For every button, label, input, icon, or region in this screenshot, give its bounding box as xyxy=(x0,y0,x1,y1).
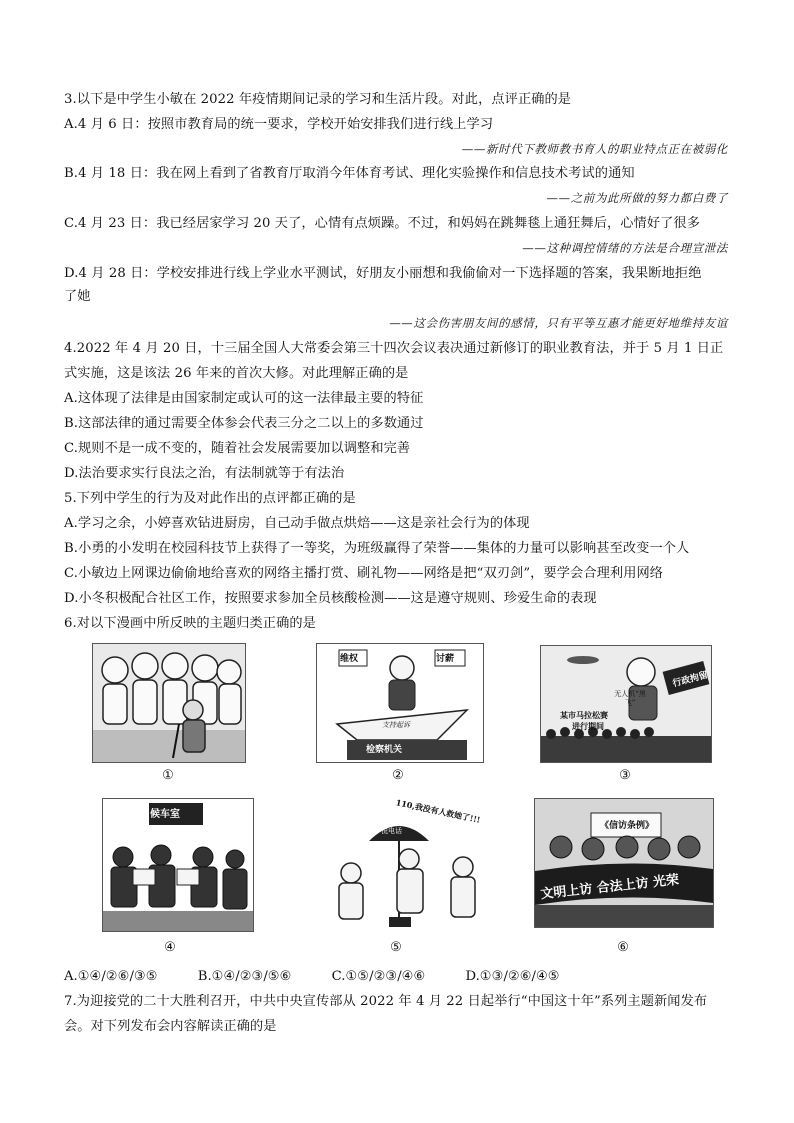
q3-option-a: A.4 月 6 日：按照市教育局的统一要求，学校开始安排我们进行线上学习 xyxy=(64,117,494,132)
q5-option-b: B.小勇的小发明在校园科技节上获得了一等奖，为班级赢得了荣誉——集体的力量可以影响甚至改变一个人 xyxy=(64,541,690,556)
cartoon-3-label: ③ xyxy=(619,768,631,783)
q3-option-a-comment: ——新时代下教师教书育人的职业特点正在被弱化 xyxy=(461,142,728,156)
q5-option-a: A.学习之余，小婷喜欢钻进厨房，自己动手做点烘焙——这是亲社会行为的体现 xyxy=(64,516,530,531)
cartoon-1-label: ① xyxy=(162,768,174,783)
cartoon-4-label: ④ xyxy=(164,940,176,955)
q5-option-d: D.小冬积极配合社区工作，按照要求参加全员核酸检测——这是遵守规则、珍爱生命的表现 xyxy=(64,591,597,606)
q7-stem-line1: 7.为迎接党的二十大胜利召开，中共中央宣传部从 2022 年 4 月 22 日起举行“中国这十年”系列主题新闻发布 xyxy=(64,994,708,1009)
q6-options xyxy=(64,968,734,986)
cartoon-2-label: ② xyxy=(392,768,404,783)
q4-option-d: D.法治要求实行良法之治，有法制就等于有法治 xyxy=(64,466,345,481)
q6-option-d: D.①③/②⑥/④⑤ xyxy=(465,969,560,984)
q4-option-b: B.这部法律的通过需要全体参会代表三分之二以上的多数通过 xyxy=(64,416,424,431)
cartoon-3-event-line1: 某市马拉松赛 xyxy=(560,710,608,720)
q6-stem: 6.对以下漫画中所反映的主题归类正确的是 xyxy=(64,616,316,631)
cartoon-3-sign: 行政拘留 xyxy=(671,670,710,690)
cartoon-5-umbrella-label: 小悦电话 xyxy=(374,827,402,835)
q5-stem: 5.下列中学生的行为及对此作出的点评都正确的是 xyxy=(64,491,356,506)
q3-stem: 3.以下是中学生小敏在 2022 年疫情期间记录的学习和生活片段。对此，点评正确的是 xyxy=(64,92,572,107)
cartoon-3-event-line2: 进行期间 xyxy=(572,721,604,731)
cartoon-1-drawing xyxy=(93,644,245,762)
cartoon-4-sign: 候车室 xyxy=(150,809,180,820)
q3-option-b-comment: ——之前为此所做的努力都白费了 xyxy=(546,191,728,205)
cartoon-2-sign-wages: 讨薪 xyxy=(436,654,455,664)
cartoon-1 xyxy=(92,643,246,763)
q5-option-c: C.小敏边上网课边偷偷地给喜欢的网络主播打赏、刷礼物——网络是把“双刃剑”，要学会合理利用网络 xyxy=(64,566,664,581)
q4-stem-line2: 式实施，这是该法 26 年来的首次大修。对此理解正确的是 xyxy=(64,366,409,381)
q6-option-b: B.①④/②③/⑤⑥ xyxy=(197,969,292,984)
cartoon-6-banner: 文明上访 合法上访 光荣 xyxy=(539,872,680,903)
q6-option-a: A.①④/②⑥/③⑤ xyxy=(64,969,158,984)
q3-option-c: C.4 月 23 日：我已经居家学习 20 天了，心情有点烦躁。不过，和妈妈在跳舞毯上通狂舞后，心情好了很多 xyxy=(64,216,700,231)
q4-stem-line1: 4.2022 年 4 月 20 日，十三届全国人大常委会第三十四次会议表决通过新修订的职业教育法，并于 5 月 1 日正 xyxy=(64,341,724,356)
cartoon-6-book: 《信访条例》 xyxy=(600,821,655,831)
cartoon-2-banner: 支持起诉 xyxy=(382,721,410,729)
q7-stem-line2: 会。对下列发布会内容解读正确的是 xyxy=(64,1019,277,1034)
q3-option-b: B.4 月 18 日：我在网上看到了省教育厅取消今年体育考试、理化实验操作和信息技术考试的通知 xyxy=(64,166,635,181)
cartoon-6-label: ⑥ xyxy=(617,940,629,955)
q3-option-c-comment: ——这种调控情绪的方法是合理宣泄法 xyxy=(522,241,728,255)
q3-option-d-comment: ——这会伤害朋友间的感情，只有平等互惠才能更好地维持友谊 xyxy=(389,316,728,330)
cartoon-5-label: ⑤ xyxy=(390,940,402,955)
q6-option-c: C.①⑤/②③/④⑥ xyxy=(331,969,426,984)
q3-option-d-line2: 了她 xyxy=(64,289,91,304)
q3-option-d-line1: D.4 月 28 日：学校安排进行线上学业水平测试，好朋友小丽想和我偷偷对一下选择题的答案，我果断地拒绝 xyxy=(64,266,702,281)
cartoon-2-sign-rights: 维权 xyxy=(340,654,359,664)
q4-option-c: C.规则不是一成不变的，随着社会发展需要加以调整和完善 xyxy=(64,441,411,456)
cartoon-3-drone-label: 无人机“黑飞” xyxy=(614,690,646,707)
cartoon-5-speech: 110,我没有人救她了!!! xyxy=(395,797,482,825)
q4-option-a: A.这体现了法律是由国家制定或认可的这一法律最主要的特征 xyxy=(64,391,424,406)
cartoon-2-base: 检察机关 xyxy=(366,745,403,755)
